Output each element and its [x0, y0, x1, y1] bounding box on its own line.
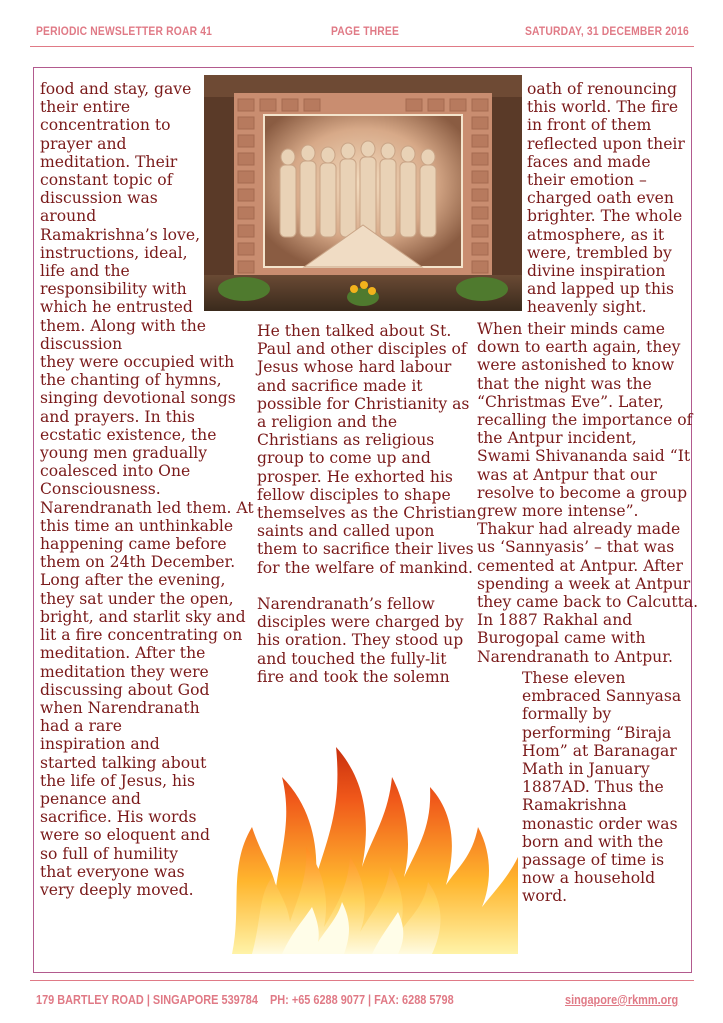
fire-illustration [232, 717, 518, 954]
footer-phone-fax: PH: +65 6288 9077 | FAX: 6288 5798 [270, 992, 454, 1007]
footer-address: 179 BARTLEY ROAD | SINGAPORE 539784 [36, 992, 258, 1007]
column-2-paragraph-1: He then talked about St. Paul and other disciples of Jesus whose hard labour and sacrifice made it possible for Christianity as a religion and the Christians as religious group to come up and prosper. He exhorted his fellow disciples to shape themselves as the Christian saints and called upon them to sacrifice their lives for the welfare of mankind. [257, 322, 477, 577]
column-2-paragraph-2: Narendranath’s fellow disciples were charged by his oration. They stood up and touched the fully-lit fire and took the solemn [257, 595, 464, 686]
page-number: PAGE THREE [331, 24, 400, 38]
column-3-bottom-text: These eleven embraced Sannyasa formally by performing “Biraja Hom” at Baranagar Math in January 1887AD. Thus the Ramakrishna monastic order was born and with the passage of time is now a household word. [522, 669, 682, 906]
header-rule [30, 46, 694, 47]
newsletter-title: PERIODIC NEWSLETTER ROAR 41 [36, 24, 213, 38]
column-1-text: food and stay, gave their entire concentration to prayer and meditation. Their constant topic of discussion was around Ramakrishna’s love, instructions, ideal, life and the responsibility with which he entrusted them. Along with the discussion they were occupied with the chanting of hymns, singing devotional songs and prayers. In this ecstatic existence, the young men gradually coalesced into One Consciousness. Narendranath led them. At this time an unthinkable happening came before them on 24th December. Long after the evening, they sat under the open, bright, and starlit sky and lit a fire concentrating on meditation. After the meditation they were discussing about God when Narendranath had a rare inspiration and started talking about the life of Jesus, his penance and sacrifice. His words were so eloquent and so full of humility that everyone was very deeply moved. [40, 80, 254, 899]
column-3-top-text: oath of renouncing this world. The fire in front of them reflected upon their faces and made their emotion – charged oath even brighter. The whole atmosphere, as it were, trembled by divine inspiration and lapped up this heavenly sight. [527, 80, 685, 317]
footer-rule [30, 980, 694, 981]
column-3-middle-text: When their minds came down to earth again, they were astonished to know that the night was the “Christmas Eve”. Later, recalling the importance of the Antpur incident, Swami Shivananda said “It was at Antpur that our resolve to become a group grew more intense”. Thakur had already made us ‘Sannyasis’ – that was cemented at Antpur. After spending a week at Antpur they came back to Calcutta. In 1887 Rakhal and Burogopal came with Narendranath to Antpur. [477, 320, 699, 666]
fire-flames-graphic [232, 717, 518, 954]
footer-email-link[interactable]: singapore@rkmm.org [565, 992, 679, 1007]
issue-date: SATURDAY, 31 DECEMBER 2016 [525, 24, 689, 38]
